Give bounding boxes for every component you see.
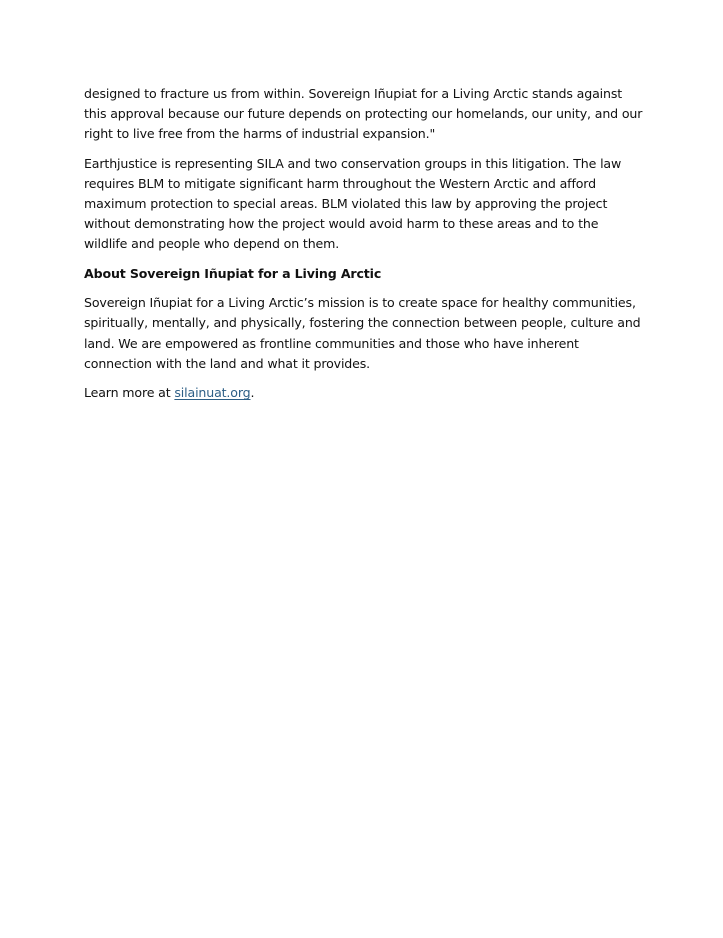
litigation-paragraph: Earthjustice is representing SILA and two conservation groups in this litigation. The law requires BLM to mitigate significant harm throughout the Western Arctic and afford maximum protection to special areas. BLM violated this law by approving the project without demonstrating how the project would avoid harm to these areas and to the wildlife and people who depend on them.	[84, 155, 622, 252]
quote-paragraph: designed to fracture us from within. Sovereign Iñupiat for a Living Arctic stands against this approval because our future depends on protecting our homelands, our unity, and our right to live free from the harms of industrial expansion."	[84, 86, 643, 142]
document-body	[84, 84, 644, 413]
about-heading: About Sovereign Iñupiat for a Living Arctic	[84, 265, 382, 281]
silainuat-link[interactable]: silainuat.org	[174, 385, 251, 401]
learn-more-prefix: Learn more at	[84, 385, 175, 401]
about-paragraph: Sovereign Iñupiat for a Living Arctic’s mission is to create space for healthy communities, spiritually, mentally, and physically, fostering the connection between people, culture and land. We are empowered as frontline communities and those who have inherent connection with the land and what it provides.	[84, 295, 641, 371]
learn-more-line	[84, 383, 644, 403]
learn-more-suffix: .	[250, 385, 255, 401]
